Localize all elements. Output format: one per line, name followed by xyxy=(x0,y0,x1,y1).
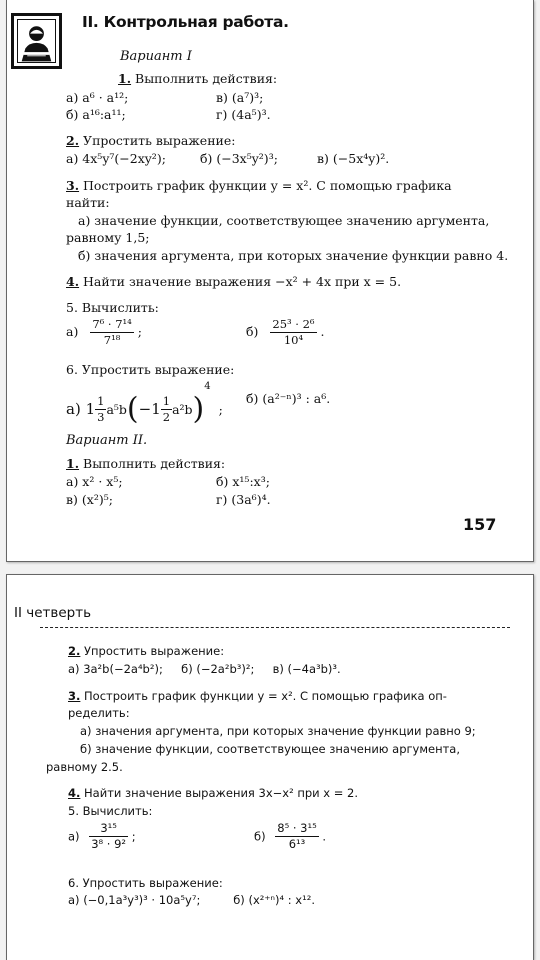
task-6-heading: 6. Упростить выражение: xyxy=(66,362,235,377)
task-5-item-a xyxy=(66,318,142,347)
task-text: Найти значение выражения −x² + 4x при x = 5. xyxy=(79,274,402,289)
item-label: б) xyxy=(246,324,259,339)
item-label: б) xyxy=(254,829,266,844)
task-3-item-b: б) значения аргумента, при которых значение функции равно 4. xyxy=(78,248,509,263)
p2-task-3-item-b-line2: равному 2.5. xyxy=(46,760,123,774)
task-5-item-b xyxy=(246,318,325,347)
task-2-heading xyxy=(66,133,235,148)
p2-task-3-item-a: а) значения аргумента, при которых значение функции равно 9; xyxy=(80,724,476,738)
page-number: 157 xyxy=(463,515,497,534)
task-number: 3. xyxy=(66,178,80,193)
factor: a²b xyxy=(172,402,193,417)
item-tail: . xyxy=(320,324,325,339)
item-tail: ; xyxy=(137,324,142,339)
fraction xyxy=(270,318,316,347)
task-number: 4. xyxy=(68,786,81,800)
item-tail: ; xyxy=(218,402,223,417)
p2-task-2-heading xyxy=(68,644,224,658)
item-label: а) xyxy=(66,324,79,339)
item-label: а) 1 xyxy=(66,400,96,418)
section-header: II четверть xyxy=(14,605,92,621)
fraction xyxy=(161,395,172,424)
numerator: 7⁶ · 7¹⁴ xyxy=(92,317,132,331)
task-number: 1. xyxy=(66,456,80,471)
v2-task-1-item-b: б) x¹⁵:x³; xyxy=(216,474,270,489)
numerator: 3¹⁵ xyxy=(89,822,128,837)
fraction xyxy=(275,822,318,851)
task-1-item-v: в) (a⁷)³; xyxy=(216,90,264,105)
task-3-text-cont: найти: xyxy=(66,195,110,210)
variant-1-heading: Вариант I xyxy=(120,49,192,64)
task-text: Выполнить действия: xyxy=(79,456,226,471)
task-number: 3. xyxy=(68,689,81,703)
p2-task-2-items: а) 3a²b(−2a⁴b²); б) (−2a²b³)²; в) (−4a³b)³. xyxy=(68,662,341,676)
task-4-heading xyxy=(66,274,401,289)
task-text: Упростить выражение: xyxy=(79,133,236,148)
p2-task-3-heading xyxy=(68,689,447,703)
task-text: Выполнить действия: xyxy=(131,71,278,86)
task-2-item-a: а) 4x⁵y⁷(−2xy²); xyxy=(66,151,166,166)
task-1-item-b: б) a¹⁶:a¹¹; xyxy=(66,107,126,122)
variant-2-heading: Вариант II. xyxy=(66,433,148,448)
denominator: 6¹³ xyxy=(288,837,306,851)
task-1-item-g: г) (4a⁵)³. xyxy=(216,107,271,122)
item-tail: . xyxy=(322,829,326,844)
p2-task-5-item-a xyxy=(68,822,136,851)
denominator: 10⁴ xyxy=(283,333,304,347)
task-2-item-v: в) (−5x⁴y)². xyxy=(317,151,390,166)
p2-task-5-item-b xyxy=(254,822,326,851)
fraction xyxy=(89,822,128,851)
task-number: 2. xyxy=(66,133,80,148)
task-3-heading xyxy=(66,178,452,193)
denominator: 2 xyxy=(162,410,171,424)
v2-task-1-item-v: в) (x²)⁵; xyxy=(66,492,113,507)
task-number: 2. xyxy=(68,644,81,658)
p2-task-6-heading: 6. Упростить выражение: xyxy=(68,876,223,890)
task-text: Найти значение выражения 3x−x² при x = 2. xyxy=(80,786,359,800)
exponent: 4 xyxy=(204,381,211,392)
task-2-item-b: б) (−3x⁵y²)³; xyxy=(200,151,278,166)
fraction xyxy=(90,318,133,347)
task-6-item-b: б) (a²⁻ⁿ)³ : a⁶. xyxy=(246,391,331,406)
item-tail: ; xyxy=(131,829,136,844)
mixed-int: −1 xyxy=(138,400,161,418)
numerator: 1 xyxy=(162,394,171,408)
denominator: 3⁸ · 9² xyxy=(91,837,127,851)
task-3-item-a-line2: равному 1,5; xyxy=(66,230,150,245)
p2-task-3-item-b-line1: б) значение функции, соответствующее значению аргумента, xyxy=(80,742,461,756)
v2-task-1-heading xyxy=(66,456,225,471)
numerator: 8⁵ · 3¹⁵ xyxy=(277,821,317,835)
task-1-heading xyxy=(118,71,277,86)
task-6-item-a xyxy=(66,379,223,425)
task-number: 1. xyxy=(118,71,132,86)
p2-task-6-items: а) (−0,1a³y³)³ · 10a⁵y⁷; б) (x²⁺ⁿ)⁴ : x¹². xyxy=(68,893,315,907)
task-text: Упростить выражение: xyxy=(80,644,225,658)
p2-task-4-heading xyxy=(68,786,358,800)
item-label: а) xyxy=(68,829,80,844)
p2-task-5-heading: 5. Вычислить: xyxy=(68,804,153,818)
task-5-heading: 5. Вычислить: xyxy=(66,300,159,315)
student-pictogram-icon xyxy=(11,13,62,69)
page-title: II. Контрольная работа. xyxy=(82,13,289,31)
numerator: 1 xyxy=(97,394,105,408)
dashed-divider xyxy=(40,627,510,628)
open-paren: ( xyxy=(126,391,139,427)
v2-task-1-item-g: г) (3a⁶)⁴. xyxy=(216,492,271,507)
numerator: 25³ · 2⁶ xyxy=(272,317,315,331)
task-1-item-a: а) a⁶ · a¹²; xyxy=(66,90,129,105)
task-3-item-a-line1: а) значение функции, соответствующее значению аргумента, xyxy=(78,213,490,228)
task-number: 4. xyxy=(66,274,80,289)
fraction xyxy=(95,395,106,424)
task-text: Построить график функции y = x². С помощью графика xyxy=(79,178,452,193)
p2-task-3-text-cont: ределить: xyxy=(68,706,130,720)
task-text: Построить график функции y = x². С помощью графика оп- xyxy=(80,689,447,703)
denominator: 3 xyxy=(97,410,105,424)
close-paren: ) xyxy=(192,391,205,427)
denominator: 7¹⁸ xyxy=(103,333,121,347)
factor: a⁵b xyxy=(106,402,127,417)
v2-task-1-item-a: а) x² · x⁵; xyxy=(66,474,123,489)
